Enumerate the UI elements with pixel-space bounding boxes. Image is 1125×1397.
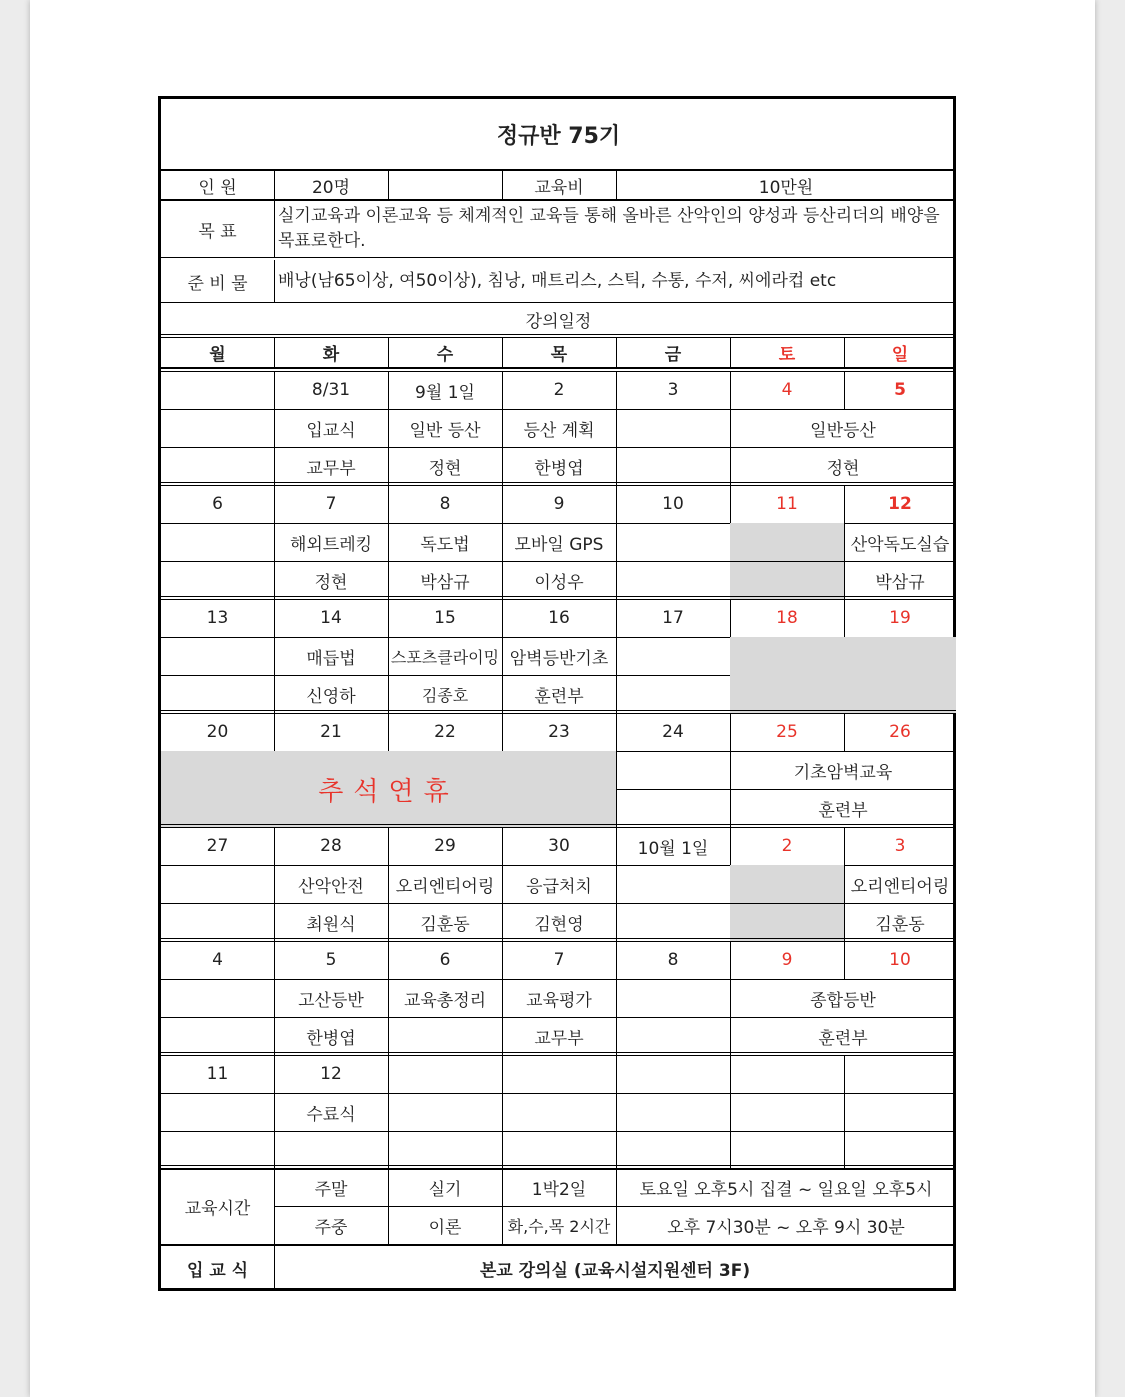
grid-line	[388, 865, 389, 903]
grid-line	[730, 338, 731, 367]
grid-line	[274, 827, 275, 865]
date-cell: 5	[325, 950, 337, 970]
date-cell: 10	[662, 494, 684, 514]
instructor-cell	[161, 675, 274, 713]
grid-line	[502, 523, 503, 561]
grid-line	[161, 903, 956, 904]
lecture-cell: 일반등산	[810, 420, 876, 441]
grid-line	[274, 599, 275, 637]
grid-line	[616, 561, 617, 599]
instructor-cell: 정현	[314, 572, 348, 593]
lecture-cell	[616, 637, 730, 675]
grid-line	[502, 171, 503, 199]
grid-line	[388, 713, 389, 751]
grid-line	[388, 1131, 389, 1169]
day-header: 토	[778, 345, 796, 365]
date-cell: 20	[206, 722, 229, 742]
edu-when: 주말	[314, 1179, 348, 1200]
instructor-cell	[730, 561, 844, 599]
grid-line	[616, 1055, 617, 1093]
date-cell: 4	[212, 950, 223, 970]
instructor-cell: 박삼규	[875, 572, 925, 593]
lecture-cell	[730, 523, 844, 561]
grid-line	[844, 599, 845, 637]
schedule-label: 강의일정	[525, 312, 592, 332]
edu-type: 실기	[428, 1179, 462, 1200]
instructor-cell: 교무부	[534, 1028, 584, 1049]
grid-line	[274, 1131, 275, 1169]
date-cell: 23	[548, 722, 570, 742]
grid-line	[502, 447, 503, 485]
grid-line	[844, 523, 845, 561]
grid-line	[502, 827, 503, 865]
grid-line	[616, 827, 617, 865]
grid-line	[388, 637, 389, 675]
supplies-label: 준 비 물	[187, 273, 248, 294]
grid-line	[161, 596, 956, 597]
instructor-cell: 훈련부	[818, 1028, 868, 1049]
page-title: 정규반 75기	[496, 123, 621, 149]
date-cell: 8	[667, 950, 679, 970]
date-cell: 17	[662, 608, 684, 628]
grid-line	[502, 675, 503, 713]
grid-line	[616, 637, 617, 675]
grid-line	[274, 1093, 275, 1131]
instructor-cell: 정현	[428, 458, 462, 479]
edu-type: 이론	[428, 1217, 462, 1238]
day-header: 목	[550, 345, 568, 365]
date-cell: 10	[889, 950, 911, 970]
lecture-cell	[161, 523, 274, 561]
lecture-cell: 입교식	[306, 420, 356, 441]
grid-line	[161, 334, 956, 335]
lecture-cell: 교육총정리	[403, 990, 487, 1011]
grid-line	[388, 371, 389, 409]
instructor-cell	[388, 1131, 502, 1169]
grid-line	[730, 1055, 731, 1093]
grid-line	[502, 485, 503, 523]
grid-line	[274, 485, 275, 523]
grid-line	[388, 903, 389, 941]
grid-line	[274, 903, 275, 941]
instructor-cell: 교무부	[306, 458, 356, 479]
grid-line	[502, 561, 503, 599]
instructor-cell: 훈련부	[818, 800, 868, 821]
grid-line	[502, 941, 503, 979]
instructor-cell	[730, 1131, 844, 1169]
grid-line	[274, 865, 275, 903]
instructor-cell: 한병엽	[534, 458, 584, 479]
instructor-cell	[730, 903, 844, 941]
grid-line	[502, 371, 503, 409]
grid-line	[388, 523, 389, 561]
date-cell: 8	[439, 494, 451, 514]
grid-line	[388, 979, 389, 1017]
grid-line	[616, 1168, 617, 1206]
grid-line	[161, 710, 956, 711]
instructor-cell	[161, 1131, 274, 1169]
lecture-cell: 스포츠클라이밍	[390, 647, 500, 667]
date-cell: 9월 1일	[415, 382, 475, 403]
grid-line	[161, 824, 956, 825]
instructor-cell	[161, 903, 274, 941]
fee-value: 10만원	[758, 177, 814, 198]
grid-line	[274, 1017, 275, 1055]
grid-line	[502, 903, 503, 941]
lecture-cell: 응급처치	[526, 876, 592, 897]
grid-line	[502, 599, 503, 637]
grid-line	[730, 371, 731, 409]
grid-line	[274, 371, 275, 409]
lecture-cell: 해외트레킹	[289, 534, 373, 555]
grid-line	[616, 371, 617, 409]
date-cell: 19	[889, 608, 911, 628]
instructor-cell	[616, 561, 730, 599]
grid-line	[388, 171, 389, 199]
grid-line	[730, 599, 731, 637]
lecture-cell	[388, 1093, 502, 1131]
grid-line	[274, 409, 275, 447]
lecture-cell: 모바일 GPS	[514, 534, 604, 555]
grid-line	[161, 257, 956, 258]
personnel-label: 인 원	[198, 177, 237, 198]
lecture-cell: 교육평가	[526, 990, 592, 1011]
lecture-cell	[616, 523, 730, 561]
grid-line	[161, 447, 956, 448]
grid-line	[388, 1055, 389, 1093]
grid-line	[161, 368, 956, 369]
instructor-cell: 한병엽	[306, 1028, 356, 1049]
entrance-place: 본교 강의실 (교육시설지원센터 3F)	[479, 1261, 751, 1281]
date-cell: 11	[206, 1064, 229, 1084]
lecture-cell	[616, 409, 730, 447]
grid-line	[616, 447, 617, 485]
date-cell: 2	[553, 380, 565, 400]
date-cell: 25	[776, 722, 798, 742]
schedule-sheet	[158, 96, 956, 1291]
date-cell: 13	[206, 608, 229, 628]
date-cell: 26	[889, 722, 911, 742]
instructor-cell	[161, 447, 274, 485]
grid-line	[161, 302, 956, 303]
grid-line	[502, 1131, 503, 1169]
lecture-cell	[502, 1093, 616, 1131]
instructor-cell	[161, 561, 274, 599]
grid-line	[616, 1206, 617, 1244]
grid-line	[844, 338, 845, 367]
grid-line	[616, 1131, 617, 1169]
lecture-cell	[844, 1093, 956, 1131]
date-cell	[388, 1055, 502, 1093]
grid-line	[161, 1165, 956, 1166]
lecture-cell	[730, 1093, 844, 1131]
grid-line	[388, 1168, 389, 1206]
grid-line	[161, 938, 956, 939]
date-cell: 22	[434, 722, 456, 742]
instructor-cell: 김현영	[534, 914, 584, 935]
date-cell	[730, 1055, 844, 1093]
instructor-cell	[844, 1131, 956, 1169]
grid-line	[274, 523, 275, 561]
instructor-cell: 신영하	[306, 686, 356, 707]
grid-line	[616, 713, 617, 751]
date-cell: 5	[894, 380, 906, 400]
goal-label: 목 표	[198, 221, 237, 242]
grid-line	[616, 523, 617, 561]
grid-line	[502, 865, 503, 903]
grid-line	[502, 1017, 503, 1055]
edu-time-label: 교육시간	[184, 1198, 251, 1219]
instructor-cell	[161, 1017, 274, 1055]
date-cell: 3	[667, 380, 679, 400]
grid-line	[844, 903, 845, 941]
lecture-cell: 기초암벽교육	[793, 762, 893, 783]
grid-line	[502, 1206, 503, 1244]
date-cell: 10월 1일	[637, 838, 709, 859]
lecture-cell	[161, 865, 274, 903]
lecture-cell: 오리엔티어링	[850, 876, 950, 897]
instructor-cell	[502, 1131, 616, 1169]
date-cell: 14	[320, 608, 342, 628]
instructor-cell	[616, 1017, 730, 1055]
grid-line	[844, 865, 845, 903]
lecture-cell: 독도법	[420, 534, 470, 555]
lecture-cell: 산악안전	[298, 876, 364, 897]
grid-line	[388, 941, 389, 979]
grid-line	[161, 675, 730, 676]
grid-line	[388, 827, 389, 865]
grid-line	[274, 941, 275, 979]
grid-line	[616, 1017, 617, 1055]
grid-line	[388, 599, 389, 637]
instructor-cell: 김종호	[421, 685, 469, 705]
lecture-cell: 일반 등산	[409, 420, 481, 441]
grid-line	[502, 713, 503, 751]
instructor-cell: 정현	[826, 458, 860, 479]
entrance-label: 입 교 식	[186, 1261, 249, 1281]
date-cell: 28	[320, 836, 342, 856]
day-header: 수	[436, 345, 454, 365]
lecture-cell	[161, 979, 274, 1017]
instructor-cell: 김훈동	[420, 914, 470, 935]
lecture-cell	[616, 979, 730, 1017]
grid-line	[502, 637, 503, 675]
date-cell: 12	[888, 494, 912, 514]
grid-line	[274, 201, 275, 257]
grid-line	[388, 485, 389, 523]
grid-line	[388, 338, 389, 367]
date-cell: 21	[320, 722, 342, 742]
lecture-cell	[730, 865, 844, 903]
date-cell: 6	[212, 494, 223, 514]
goal-text: 실기교육과 이론교육 등 체계적인 교육들 통해 올바른 산악인의 양성과 등산리더의 배양을 목표로한다.	[278, 206, 940, 251]
lecture-cell: 종합등반	[810, 990, 876, 1011]
lecture-cell: 수료식	[306, 1104, 356, 1125]
grid-line	[274, 713, 275, 751]
grid-line	[274, 338, 275, 367]
instructor-cell	[274, 1131, 388, 1169]
grid-line	[161, 1131, 956, 1132]
grid-line	[274, 675, 275, 713]
lecture-cell: 매듭법	[306, 648, 356, 669]
instructor-cell	[616, 447, 730, 485]
lecture-cell	[616, 865, 730, 903]
instructor-cell: 이성우	[534, 572, 584, 593]
grid-line	[616, 1093, 617, 1131]
instructor-cell: 김훈동	[875, 914, 925, 935]
grid-line	[844, 827, 845, 865]
grid-line	[274, 171, 275, 199]
grid-line	[616, 599, 617, 637]
edu-detail: 토요일 오후5시 집결 ~ 일요일 오후5시	[639, 1179, 933, 1200]
edu-duration: 1박2일	[531, 1179, 587, 1200]
date-cell: 7	[325, 494, 337, 514]
grid-line	[730, 713, 731, 751]
grid-line	[616, 941, 617, 979]
grid-line	[844, 371, 845, 409]
grid-line	[274, 979, 275, 1017]
date-cell: 12	[320, 1064, 342, 1084]
grid-line	[274, 637, 275, 675]
grid-line	[388, 1206, 389, 1244]
lecture-cell: 암벽등반기초	[509, 648, 609, 669]
edu-detail: 오후 7시30분 ~ 오후 9시 30분	[667, 1217, 905, 1238]
grid-line	[161, 1017, 956, 1018]
grid-line	[616, 409, 617, 447]
date-cell: 16	[548, 608, 570, 628]
instructor-cell: 훈련부	[534, 686, 584, 707]
holiday-block: 추석연휴	[161, 751, 616, 827]
grid-line	[388, 675, 389, 713]
grid-line	[844, 485, 845, 523]
grid-line	[388, 1093, 389, 1131]
personnel-value: 20명	[311, 177, 351, 198]
grid-line	[388, 561, 389, 599]
instructor-cell	[616, 675, 730, 713]
grid-line	[274, 561, 275, 599]
date-cell: 18	[776, 608, 798, 628]
instructor-cell	[616, 903, 730, 941]
lecture-cell: 산악독도실습	[850, 534, 950, 555]
grid-line	[730, 941, 731, 979]
grid-line	[616, 789, 956, 790]
grid-line	[161, 1052, 956, 1053]
grid-line	[616, 485, 617, 523]
date-cell: 9	[781, 950, 793, 970]
date-cell: 27	[206, 836, 229, 856]
date-cell: 2	[781, 836, 793, 856]
grid-line	[844, 1055, 845, 1093]
grid-line	[274, 1206, 956, 1207]
date-cell: 9	[553, 494, 565, 514]
date-cell	[844, 1055, 956, 1093]
lecture-cell: 오리엔티어링	[395, 876, 495, 897]
lecture-cell: 고산등반	[298, 990, 364, 1011]
grid-line	[730, 485, 731, 523]
grid-line	[388, 1017, 389, 1055]
date-cell: 29	[434, 836, 456, 856]
supplies-text: 배낭(남65이상, 여50이상), 침낭, 매트리스, 스틱, 수통, 수저, 씨에라컵 etc	[278, 270, 837, 291]
grid-line	[844, 1093, 845, 1131]
day-header: 월	[209, 345, 226, 365]
grid-line	[388, 409, 389, 447]
grid-line	[616, 675, 617, 713]
date-cell: 4	[781, 380, 793, 400]
day-header: 금	[664, 345, 682, 365]
grid-line	[502, 338, 503, 367]
grid-line	[502, 1055, 503, 1093]
date-cell: 7	[553, 950, 565, 970]
grid-line	[616, 865, 617, 903]
grid-line	[502, 1168, 503, 1206]
closed-weekend-block	[730, 637, 956, 713]
date-cell	[616, 1055, 730, 1093]
grid-line	[274, 1055, 275, 1093]
instructor-cell: 박삼규	[420, 572, 470, 593]
date-cell: 30	[548, 836, 570, 856]
grid-line	[388, 447, 389, 485]
grid-line	[274, 447, 275, 485]
lecture-cell	[161, 637, 274, 675]
grid-line	[616, 171, 617, 199]
grid-line	[502, 1093, 503, 1131]
edu-duration: 화,수,목 2시간	[507, 1216, 611, 1236]
date-cell: 6	[439, 950, 451, 970]
grid-line	[616, 903, 617, 941]
fee-label: 교육비	[534, 177, 584, 198]
date-cell	[502, 1055, 616, 1093]
grid-line	[844, 1131, 845, 1169]
date-cell: 3	[894, 836, 906, 856]
date-cell	[161, 371, 274, 409]
date-cell: 24	[662, 722, 684, 742]
edu-when: 주중	[314, 1217, 348, 1238]
date-cell: 15	[434, 608, 456, 628]
instructor-cell	[388, 1017, 502, 1055]
date-cell: 8/31	[311, 380, 351, 400]
grid-line	[616, 979, 617, 1017]
day-header: 일	[891, 345, 909, 365]
grid-line	[844, 941, 845, 979]
grid-line	[161, 482, 956, 483]
grid-line	[274, 260, 275, 302]
grid-line	[161, 561, 956, 562]
grid-line	[616, 338, 617, 367]
date-cell: 11	[776, 494, 798, 514]
grid-line	[730, 827, 731, 865]
grid-line	[502, 979, 503, 1017]
day-header: 화	[322, 345, 340, 365]
instructor-cell	[616, 1131, 730, 1169]
lecture-cell	[616, 1093, 730, 1131]
lecture-cell	[161, 1093, 274, 1131]
instructor-cell: 최원식	[306, 914, 356, 935]
grid-line	[502, 409, 503, 447]
grid-line	[844, 561, 845, 599]
grid-line	[844, 713, 845, 751]
lecture-cell: 등산 계획	[523, 420, 595, 441]
lecture-cell	[161, 409, 274, 447]
